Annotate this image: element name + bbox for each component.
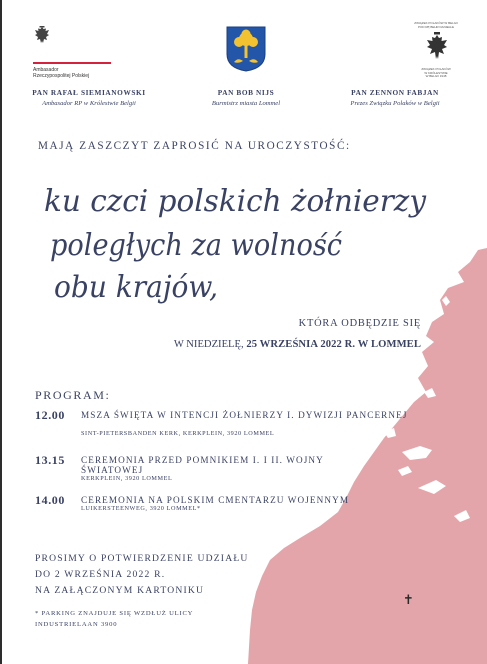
- host-role: Ambasador RP w Królestwie Belgii: [42, 100, 136, 107]
- parking-note: [35, 608, 193, 630]
- rsvp-line: PROSIMY O POTWIERDZENIE UDZIAŁU: [35, 553, 249, 564]
- host-role: Prezes Związku Polaków w Belgii: [350, 100, 440, 107]
- script-dedication: [44, 176, 464, 311]
- host-mayor: [176, 88, 316, 107]
- ambassador-logo-text: Ambasador Rzeczypospolitej Polskiej: [33, 67, 90, 79]
- rsvp-line: DO 2 WRZEŚNIA 2022 R.: [35, 569, 166, 580]
- polish-eagle-icon: [34, 26, 50, 46]
- host-ambassador: [14, 88, 164, 107]
- program-place: SINT-PIETERSBANDEN KERK, KERKPLEIN, 3920 LOMMEL: [81, 430, 275, 437]
- union-logo-caption-bottom: ZWIĄZEK POLAKÓW W KRÓLESTWIE W BELGII 1948: [421, 67, 451, 79]
- program-time: 13.15: [35, 453, 65, 467]
- invitation-lead: MAJĄ ZASZCZYT ZAPROSIĆ NA UROCZYSTOŚĆ:: [38, 140, 351, 152]
- script-line-2: poległych za wolność: [50, 228, 343, 263]
- hosts-header: [0, 22, 487, 117]
- event-date: 25 WRZEŚNIA 2022 R. W LOMMEL: [246, 339, 421, 350]
- union-logo-caption-top: ZWIĄZEK POLAKÓW W BELGII POD RĘ BEHR DANIEŁŁE: [414, 21, 458, 29]
- program-event: MSZA ŚWIĘTA W INTENCJI ŻOŁNIERZY I. DYWIZJI PANCERNEJ: [81, 410, 408, 420]
- host-union-president: [320, 88, 470, 107]
- program-time: 12.00: [35, 408, 65, 422]
- script-line-1: ku czci polskich żołnierzy: [44, 184, 428, 219]
- script-line-3: obu krajów,: [54, 270, 218, 305]
- host-role: Burmistrz miasta Lommel: [211, 100, 281, 107]
- program-place: KERKPLEIN, 3920 LOMMEL: [81, 475, 173, 482]
- event-when-line1: KTÓRA ODBĘDZIE SIĘ: [298, 318, 421, 329]
- program-time: 14.00: [35, 493, 65, 507]
- rsvp-line: NA ZAŁĄCZONYM KARTONIKU: [35, 585, 205, 596]
- host-name: PAN BOB NIJS: [217, 88, 275, 97]
- event-date-line: [174, 339, 421, 350]
- rsvp-request: [35, 551, 249, 599]
- program-event: CEREMONIA PRZED POMNIKIEM I. I II. WOJNY ŚWIATOWEJ: [81, 455, 324, 475]
- program-event: CEREMONIA NA POLSKIM CMENTARZU WOJENNYM: [81, 495, 350, 505]
- cemetery-cross-icon: ✝: [403, 593, 414, 608]
- host-name: PAN ZENNON FABJAN: [351, 88, 439, 97]
- flag-stripe: [33, 62, 111, 64]
- program-place: LUIKERSTEENWEG, 3920 LOMMEL*: [81, 505, 201, 512]
- event-day: W NIEDZIELĘ,: [173, 339, 244, 350]
- note-line: INDUSTRIELAAN 3900: [35, 621, 118, 628]
- host-name: PAN RAFAŁ SIEMIANOWSKI: [32, 88, 146, 97]
- note-line: * PARKING ZNAJDUJE SIĘ WZDŁUŻ ULICY: [35, 610, 194, 617]
- program-title: PROGRAM:: [35, 388, 111, 402]
- lommel-coat-of-arms-icon: [226, 26, 266, 72]
- union-eagle-icon: [424, 32, 450, 62]
